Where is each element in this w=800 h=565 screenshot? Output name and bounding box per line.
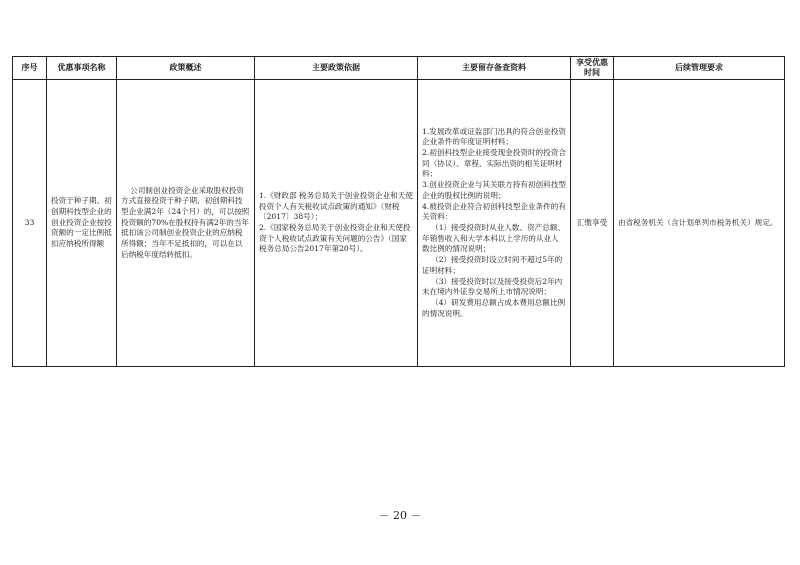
cell-seq: 33	[13, 80, 47, 367]
material-item: 3.创业投资企业与其关联方持有初创科技型企业的股权比例的说明；	[422, 180, 566, 200]
header-name: 优惠事项名称	[47, 57, 117, 80]
cell-summary	[117, 80, 255, 367]
material-item: 4.被投资企业符合初创科技型企业条件的有关资料：	[422, 201, 566, 222]
cell-basis	[255, 80, 418, 367]
material-subitem: （3）接受投资时以及接受投资后2年内未在境内外证券交易所上市情况说明；	[422, 276, 563, 297]
policy-table	[12, 56, 785, 367]
cell-time: 汇缴享受	[571, 80, 614, 367]
basis-item: 1.《财政部 税务总局关于创业投资企业和天使投资个人有关税收试点政策的通知》（财税〔2017〕38号）；	[259, 190, 413, 222]
material-item: 1.发展改革或证监部门出具的符合创业投资企业条件的年度证明材料；	[422, 126, 566, 147]
basis-item: 2.《国家税务总局关于创业投资企业和天使投资个人税收试点政策有关问题的公告》（国家税务总局公告2017年第20号）。	[259, 223, 411, 254]
header-time: 享受优惠时间	[571, 57, 614, 80]
material-subitem: （4）研发费用总额占成本费用总额比例的情况说明。	[422, 297, 566, 318]
header-basis: 主要政策依据	[255, 57, 418, 80]
material-subitem: （2）接受投资时设立时间不超过5年的证明材料；	[422, 255, 563, 275]
page-number: － 20 －	[378, 509, 422, 522]
header-seq: 序号	[13, 57, 47, 80]
material-subitem: （1）接受投资时从业人数、资产总额、年销售收入和大学本科以上学历的从业人数比例的情况说明；	[422, 223, 566, 254]
material-item: 2.初创科技型企业接受现金投资时的投资合同（协议）、章程、实际出资的相关证明材料；	[422, 148, 566, 179]
header-summary: 政策概述	[117, 57, 255, 80]
cell-name: 投资于种子期、初创期科技型企业的创业投资企业按投资额的一定比例抵扣应纳税所得额	[47, 80, 117, 367]
header-followup: 后续管理要求	[614, 57, 785, 80]
summary-text: 公司制创业投资企业采取股权投资方式直接投资于种子期、初创期科技型企业满2年（24个月）的，可以按照投资额的70%在股权持有满2年的当年抵扣该公司制创业投资企业的应纳税所得额；当年不足抵扣的，可以在以后纳税年度结转抵扣。	[121, 185, 250, 259]
cell-materials	[418, 80, 571, 367]
cell-followup: 由省税务机关（含计划单列市税务机关）规定。	[614, 80, 785, 367]
table-header-row	[13, 57, 785, 80]
table-row	[13, 80, 785, 367]
header-materials: 主要留存备查资料	[418, 57, 571, 80]
